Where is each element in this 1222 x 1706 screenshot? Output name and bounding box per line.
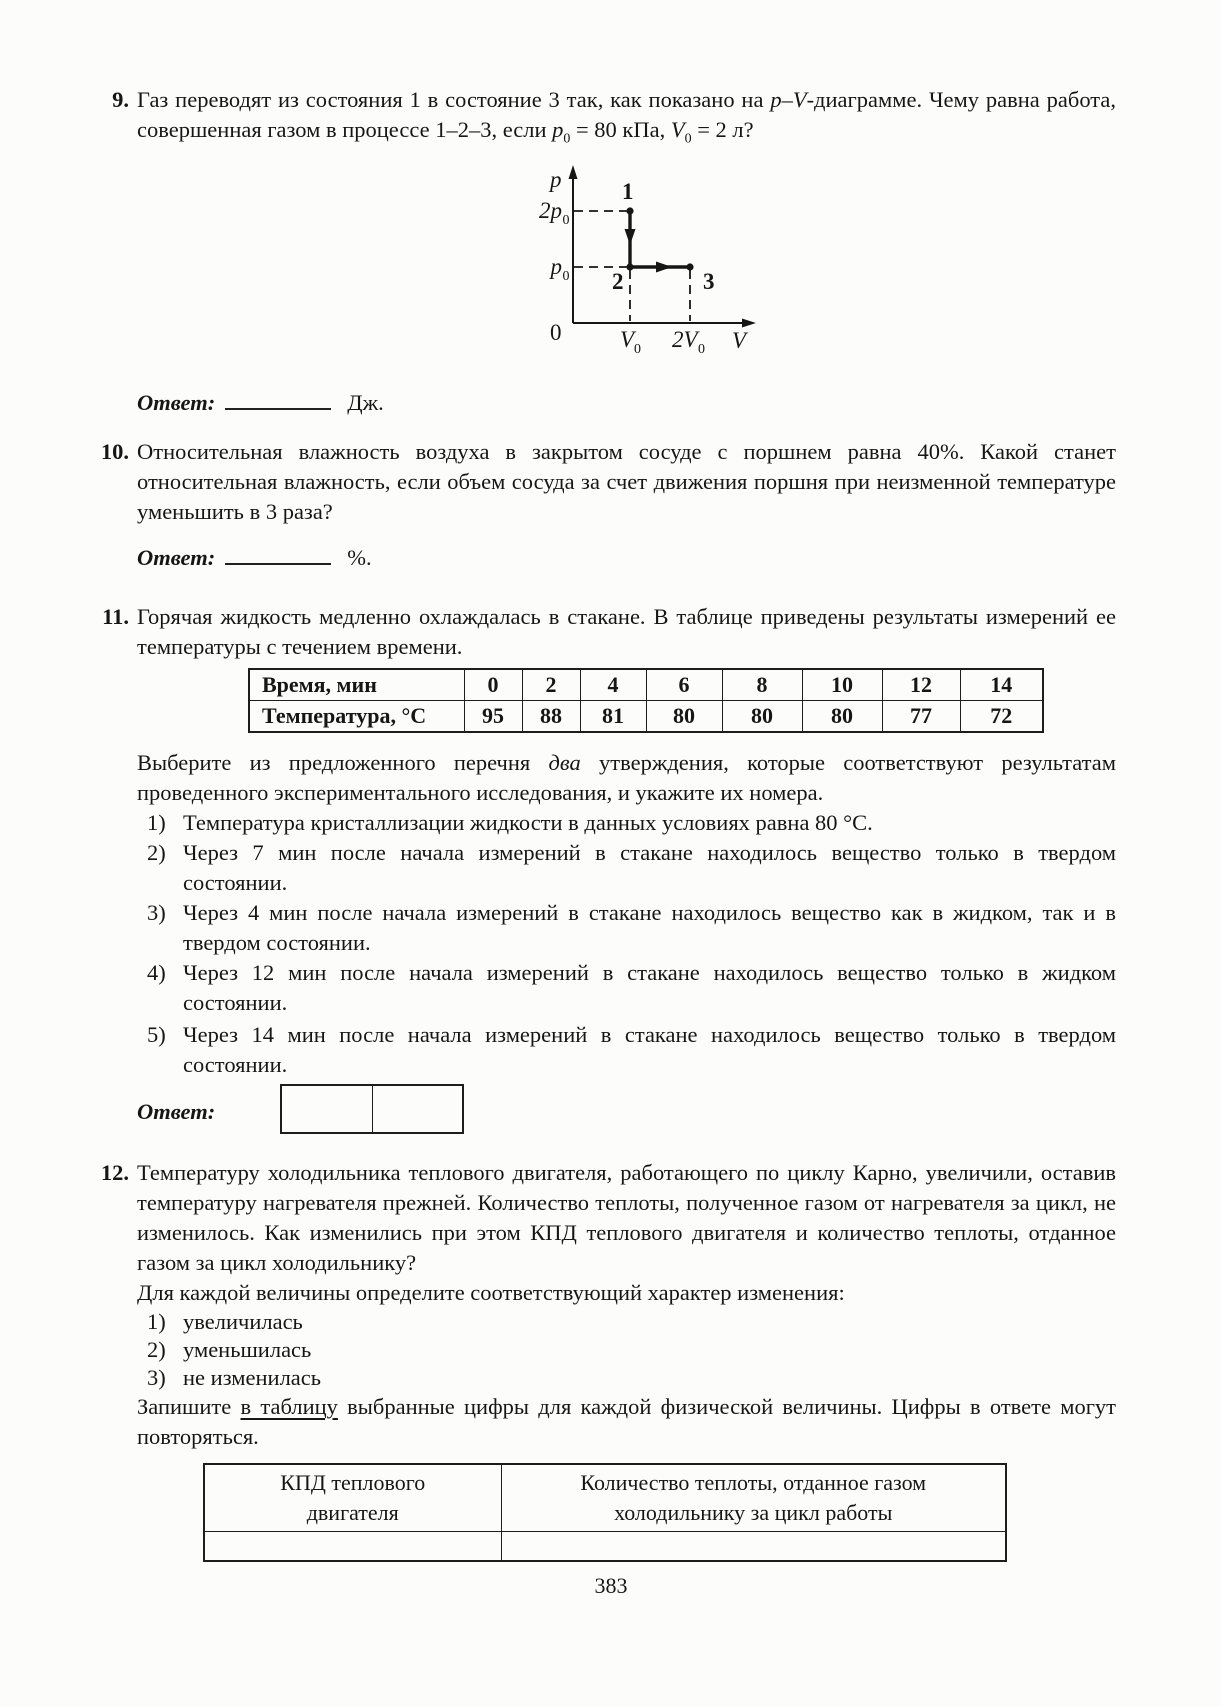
answer-cell-kpd (204, 1532, 501, 1562)
page-number: 383 (594, 1573, 628, 1598)
statement-1-text: Температура кристаллизации жидкости в данных условиях равна 80 °С. (183, 810, 873, 835)
tick-p0: p (550, 254, 562, 279)
y-axis-label: p (550, 167, 562, 192)
measurements-table (248, 668, 1044, 733)
answer-line-q11 (137, 1084, 1116, 1130)
statement-5 (137, 1020, 1116, 1080)
state-point-2 (626, 263, 633, 270)
table-cell: Температура, °С (249, 701, 464, 733)
table-cell: 80 (722, 701, 802, 733)
statement-4 (137, 958, 1116, 1018)
q12-note: Запишите в таблицу выбранные цифры для каждой физической величины. Цифры в ответе могут повторяться. (137, 1394, 1117, 1449)
point-1-label: 1 (622, 179, 634, 204)
question-12-text: Температуру холодильника теплового двигателя, работающего по циклу Карно, увеличили, оставив температуру нагревателя прежней. Количество теплоты, полученное газом от нагревателя за цикл, не изменилось. Как изменились при этом КПД теплового двигателя и количество теплоты, отданное газом за цикл холодильнику? (137, 1160, 1116, 1275)
y-axis-arrow-icon (569, 165, 578, 179)
answer-line-q10 (137, 543, 1116, 573)
tick-2v0: 2V (672, 327, 698, 352)
answer-line-q9 (137, 388, 1116, 418)
table-cell: 77 (882, 701, 960, 733)
statement-4-text: Через 12 мин после начала измерений в стакане находилось вещество только в жидком состоянии. (183, 960, 1116, 1015)
question-11-number: 11. (102, 604, 129, 629)
point-2-label: 2 (612, 269, 624, 294)
option-2-number: 2) (147, 1337, 166, 1362)
page-content (90, 85, 1116, 1562)
table-cell: Время, мин (249, 669, 464, 701)
table-cell: 8 (722, 669, 802, 701)
statement-5-text: Через 14 мин после начала измерений в стакане находилось вещество только в твердом состоянии. (183, 1022, 1116, 1077)
statement-1 (137, 808, 1116, 838)
table-cell: 80 (802, 701, 882, 733)
statement-2-number: 2) (147, 840, 166, 865)
point-3-label: 3 (703, 269, 715, 294)
tick-v0-sub: 0 (634, 342, 641, 357)
question-11-text: Горячая жидкость медленно охлаждалась в стакане. В таблице приведены результаты измерений ее температуры с течением времени. (137, 604, 1116, 659)
table-cell: 6 (646, 669, 722, 701)
table-row-temperature (249, 701, 1043, 733)
option-1-text: увеличилась (183, 1309, 303, 1334)
table-cell: 95 (464, 701, 522, 733)
pv-diagram (90, 145, 1116, 355)
option-2 (137, 1336, 1116, 1364)
tick-v0: V (620, 327, 635, 352)
tick-2p0-sub: 0 (562, 213, 570, 228)
question-10 (100, 437, 1116, 527)
question-12 (100, 1158, 1116, 1278)
statement-3-text: Через 4 мин после начала измерений в стакане находилось вещество как в жидком, так и в твердом состоянии. (183, 900, 1116, 955)
tick-p0-sub: 0 (562, 269, 570, 284)
table-header-cell: КПД теплового двигателя (204, 1464, 501, 1532)
table-cell: 14 (960, 669, 1043, 701)
tick-2v0-sub: 0 (698, 342, 705, 357)
origin-label: 0 (550, 320, 562, 345)
q12-instruction: Для каждой величины определите соответствующий характер изменения: (137, 1280, 845, 1305)
table-cell: 80 (646, 701, 722, 733)
table-cell: 88 (522, 701, 580, 733)
statement-2-text: Через 7 мин после начала измерений в стакане находилось вещество только в твердом состоянии. (183, 840, 1116, 895)
table-cell: 10 (802, 669, 882, 701)
answer-label: Ответ: (137, 390, 216, 415)
answer-blank (225, 388, 331, 410)
answer-unit: %. (347, 545, 372, 570)
tick-2p0: 2p (539, 198, 562, 223)
statement-3 (137, 898, 1116, 958)
statement-4-number: 4) (147, 960, 166, 985)
arrow-down-icon (625, 229, 636, 245)
x-axis-arrow-icon (742, 319, 756, 328)
statement-2 (137, 838, 1116, 898)
table-cell: 72 (960, 701, 1043, 733)
pv-diagram-figure (520, 163, 770, 361)
table-answer-row (204, 1532, 1006, 1562)
table-header-row (204, 1464, 1006, 1532)
x-axis-label: V (732, 328, 747, 353)
state-point-1 (626, 207, 633, 214)
statement-5-number: 5) (147, 1022, 166, 1047)
answer-cell-heat (501, 1532, 1006, 1562)
option-2-text: уменьшилась (183, 1337, 312, 1362)
question-9-text: Газ переводят из состояния 1 в состояние 3 так, как показано на p–V-диаграмме. Чему равна работа, совершенная газом в процессе 1–2–3, если $p_0 = 80$ кПа, $V_0 = 2$ л? (137, 87, 1116, 147)
q11-choose-instruction: Выберите из предложенного перечня два утверждения, которые соответствуют результатам проведенного экспериментального исследования, и укажите их номера. (137, 750, 1116, 805)
table-cell: 81 (580, 701, 646, 733)
table-header-cell: Количество теплоты, отданное газом холодильнику за цикл работы (501, 1464, 1006, 1532)
question-12-number: 12. (100, 1160, 129, 1185)
option-1-number: 1) (147, 1309, 166, 1334)
arrow-right-icon (656, 262, 672, 273)
table-cell: 4 (580, 669, 646, 701)
option-1 (137, 1308, 1116, 1336)
table-cell: 12 (882, 669, 960, 701)
answer-box (280, 1084, 464, 1134)
answer-box-cell-2 (372, 1086, 463, 1132)
answer-label: Ответ: (137, 1099, 216, 1124)
option-3-number: 3) (147, 1365, 166, 1390)
option-3 (137, 1364, 1116, 1392)
question-9-number: 9. (112, 87, 129, 112)
option-3-text: не изменилась (183, 1365, 322, 1390)
question-10-text: Относительная влажность воздуха в закрытом сосуде с поршнем равна 40%. Какой станет относительная влажность, если объем сосуда за счет движения поршня при неизменной температуре уменьшить в 3 раза? (137, 439, 1116, 524)
state-point-3 (686, 263, 693, 270)
q12-options (137, 1308, 1116, 1392)
table-row-time (249, 669, 1043, 701)
table-cell: 2 (522, 669, 580, 701)
question-9 (112, 85, 1116, 147)
answer-blank (225, 543, 331, 565)
statement-1-number: 1) (147, 810, 166, 835)
question-11 (102, 602, 1116, 662)
q11-statements (137, 808, 1116, 1080)
answer-box-cell-1 (282, 1086, 372, 1132)
answer-unit: Дж. (347, 390, 384, 415)
table-cell: 0 (464, 669, 522, 701)
statement-3-number: 3) (147, 900, 166, 925)
answer-label: Ответ: (137, 545, 216, 570)
q12-answer-table (203, 1463, 1007, 1562)
question-10-number: 10. (100, 439, 129, 464)
